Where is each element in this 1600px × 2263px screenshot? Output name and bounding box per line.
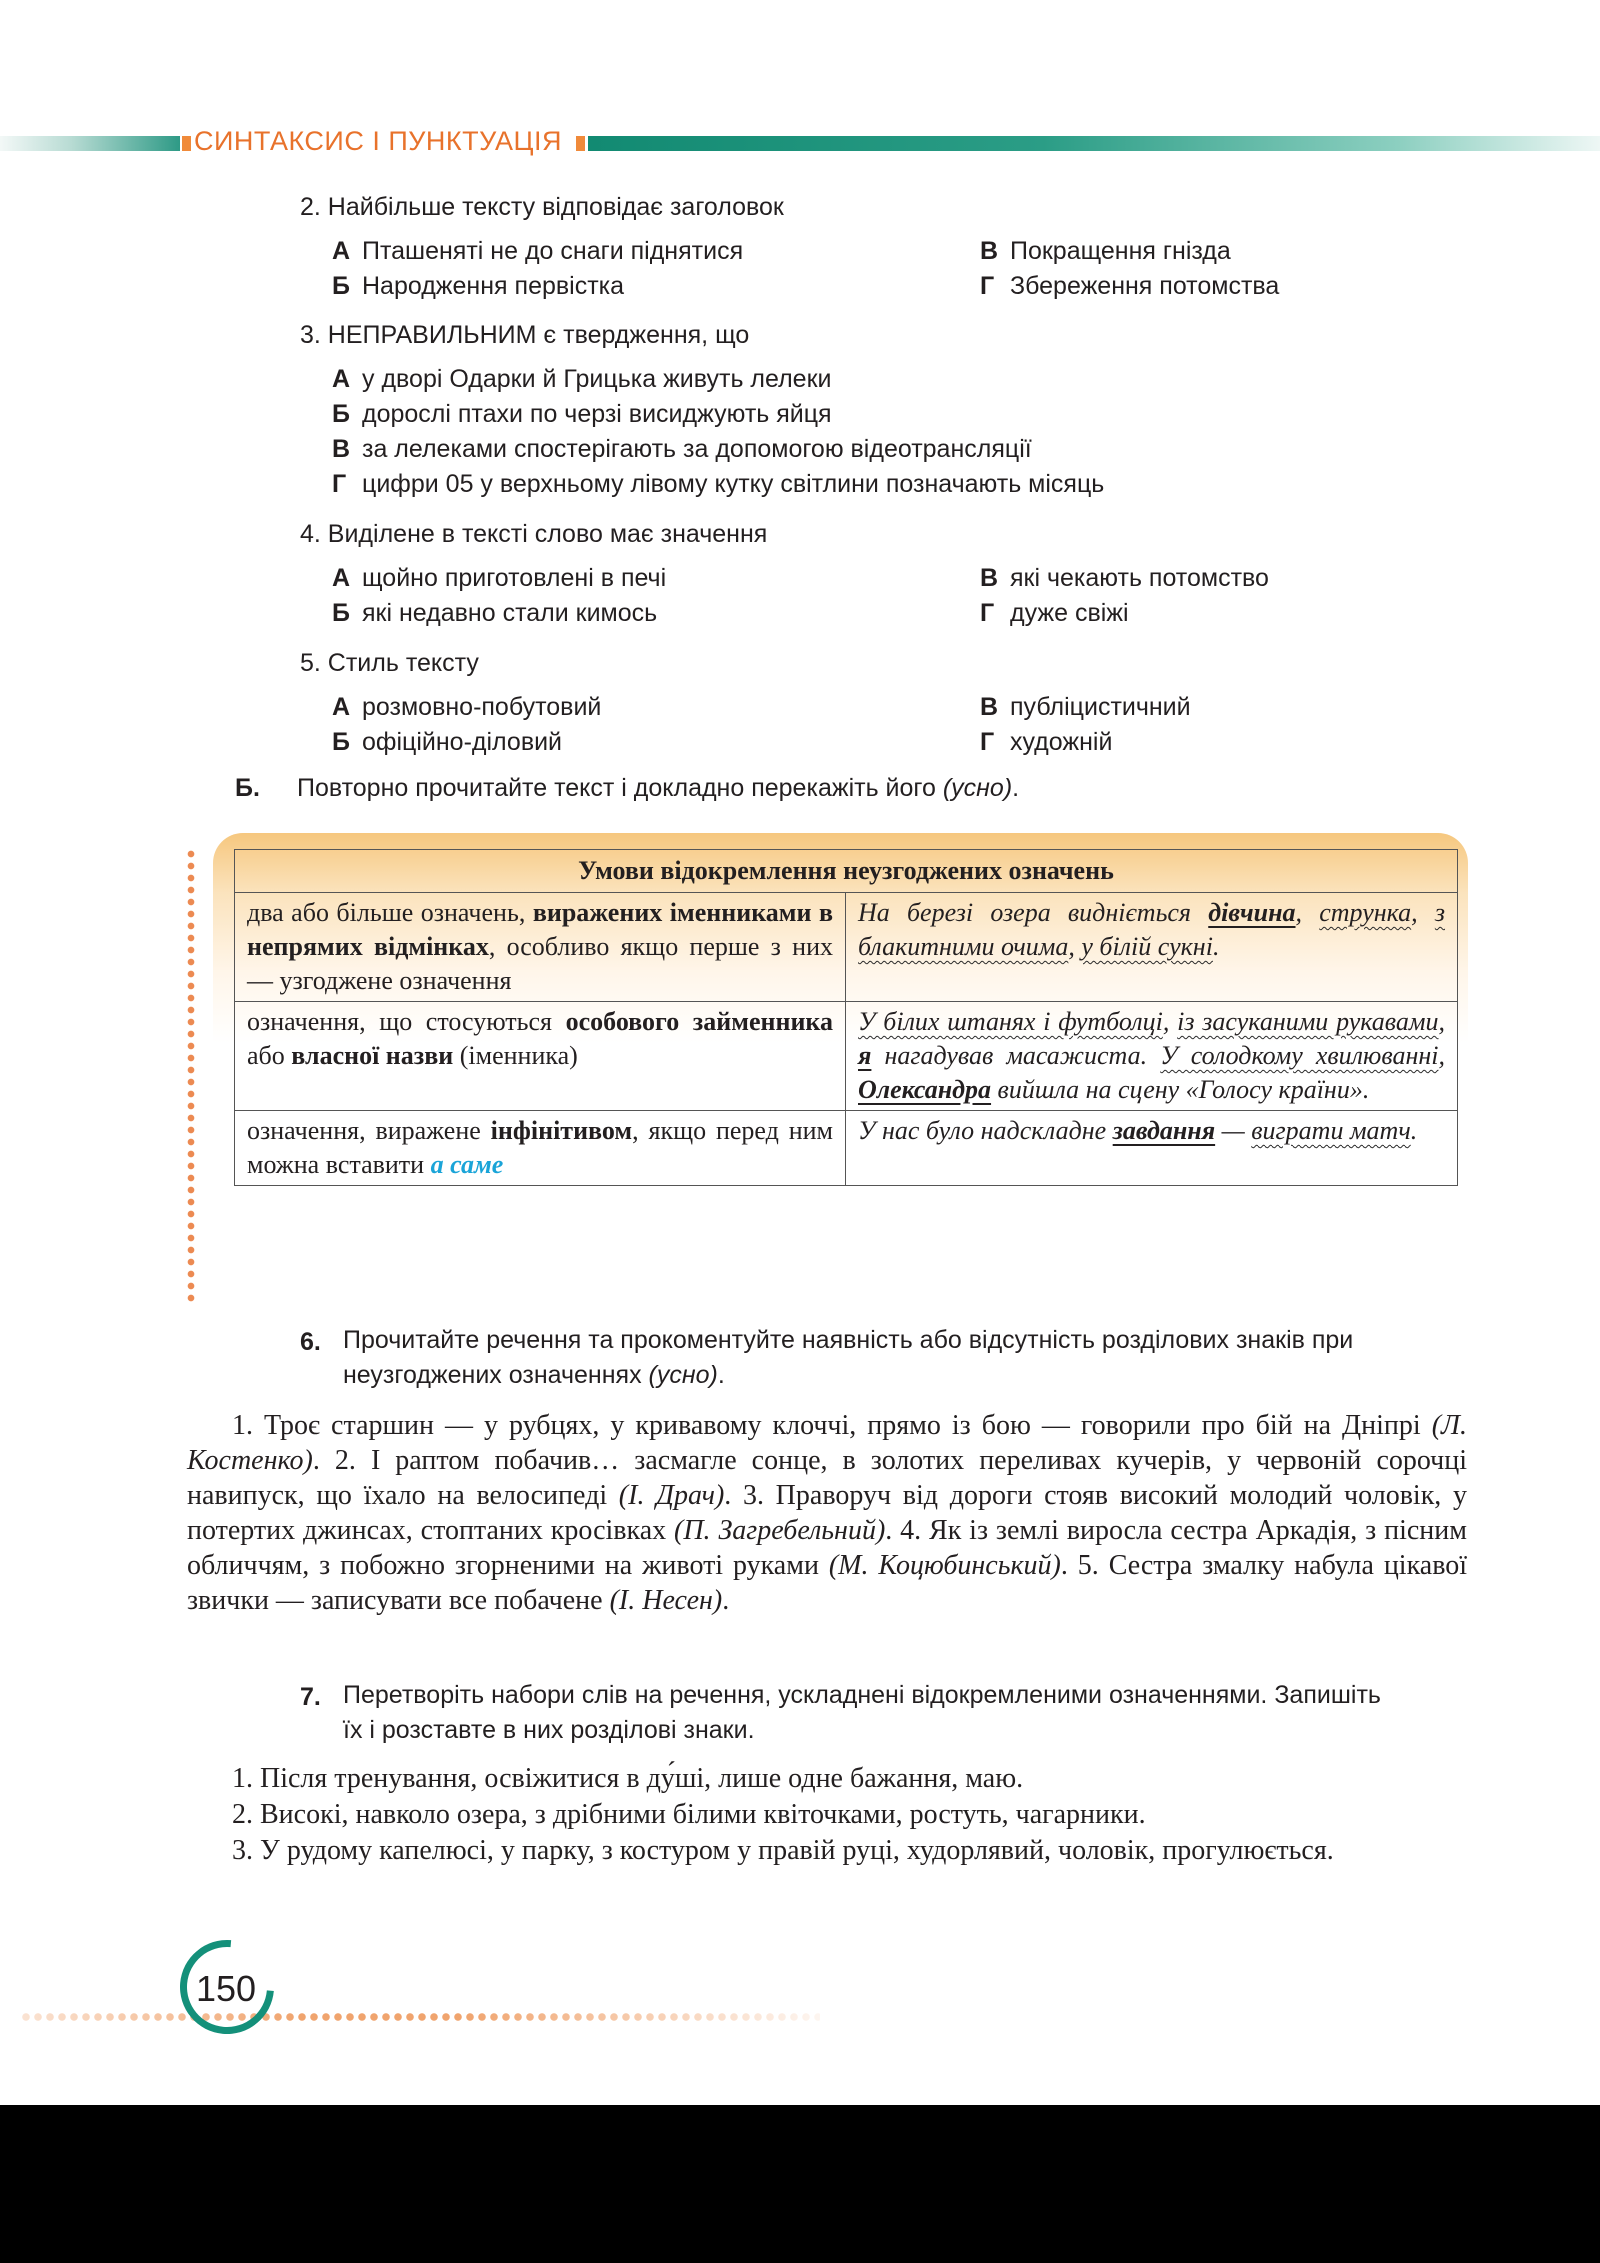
option: В за лелеками спостерігають за допомогою відеотрансляції <box>332 435 1032 463</box>
header-marker <box>182 136 191 151</box>
rule-cell: два або більше означень, виражених іменниками в непрямих відмінках, особливо якщо перше з них — узгоджене означення <box>235 893 846 1002</box>
header-marker <box>576 136 585 151</box>
rule-cell: означення, що стосуються особового займенника або власної назви (іменника) <box>235 1002 846 1111</box>
example-cell: У білих штанях і футболці, із засуканими рукавами, я нагадував масажиста. У солодкому хвилюванні, Олександра вийшла на сцену «Голосу країни». <box>846 1002 1458 1111</box>
option: Г Збереження потомства <box>980 272 1280 300</box>
table-row <box>235 1002 1458 1111</box>
example-cell: На березі озера видніється дівчина, струнка, з блакитними очима, у білій сукні. <box>846 893 1458 1002</box>
task-6-sentences: 1. Троє старшин — у рубцях, у кривавому клоччі, прямо із бою — говорили про бій на Дніпрі (Л. Костенко). 2. І раптом побачив… засмагле сонце, в золотих переливах кучерів, у червоній сорочці навипуск, що їхало на велосипеді (І. Драч). 3. Праворуч від дороги стояв високий молодий чоловік, у потертих джинсах, стоптаних кросівках (П. Загребельний). 4. Як із землі виросла сестра Аркадія, з пісним обличчям, з побожно згорненими на животі руками (М. Коцюбинський). 5. Сестра змалку набула цікавої звички — записувати все побачене (І. Несен). <box>187 1410 1468 1616</box>
header-bar-left <box>0 136 180 151</box>
task-6-instruction: Прочитайте речення та прокоментуйте наявність або відсутність розділових знаків при неузгоджених означеннях (усно). <box>343 1326 1354 1389</box>
page-number: 150 <box>196 1968 257 2009</box>
table-row <box>235 893 1458 1002</box>
option: В публіцистичний <box>980 693 1191 721</box>
question-5: 5. Стиль тексту <box>300 649 479 677</box>
option: Г цифри 05 у верхньому лівому кутку світлини позначають місяць <box>332 470 1105 498</box>
table-title: Умови відокремлення неузгоджених означень <box>235 850 1458 893</box>
table-row <box>235 1111 1458 1186</box>
section-b-label: Б. <box>235 774 260 802</box>
option: В які чекають потомство <box>980 564 1269 592</box>
option: А у дворі Одарки й Грицька живуть лелеки <box>332 365 832 393</box>
task-7-instruction: Перетворіть набори слів на речення, ускладнені відокремленими означеннями. Запишіть їх і розставте в них розділові знаки. <box>343 1681 1381 1744</box>
rules-table <box>234 849 1458 1186</box>
option: Б які недавно стали кимось <box>332 599 658 627</box>
rule-cell: означення, виражене інфінітивом, якщо перед ним можна вставити а саме <box>235 1111 846 1186</box>
option: Б дорослі птахи по черзі висиджують яйця <box>332 400 832 428</box>
task-number: 7. <box>300 1683 321 1711</box>
option: Б офіційно-діловий <box>332 728 563 756</box>
section-b-instruction: Повторно прочитайте текст і докладно перекажіть його (усно). <box>297 774 1020 802</box>
footer-dotted-decoration <box>20 2012 820 2022</box>
section-title: СИНТАКСИС І ПУНКТУАЦІЯ <box>194 126 562 156</box>
option: Г художній <box>980 728 1113 756</box>
list-item: 1. Після тренування, освіжитися в ду́ші, лише одне бажання, маю. <box>232 1763 1024 1794</box>
option: Г дуже свіжі <box>980 599 1129 627</box>
option: В Покращення гнізда <box>980 237 1231 265</box>
question-4: 4. Виділене в тексті слово має значення <box>300 520 768 548</box>
option: А щойно приготовлені в печі <box>332 564 667 592</box>
list-item: 2. Високі, навколо озера, з дрібними білими квіточками, ростуть, чагарники. <box>232 1799 1146 1830</box>
question-2: 2. Найбільше тексту відповідає заголовок <box>300 193 784 221</box>
dotted-margin-decoration <box>187 848 195 1304</box>
option: А Пташеняті не до снаги піднятися <box>332 237 744 265</box>
header-bar-right <box>588 136 1600 151</box>
example-cell: У нас було надскладне завдання — виграти матч. <box>846 1111 1458 1186</box>
bottom-black-band <box>0 2105 1600 2263</box>
option: А розмовно-побутовий <box>332 693 602 721</box>
option: Б Народження первістка <box>332 272 625 300</box>
task-number: 6. <box>300 1328 321 1356</box>
list-item: 3. У рудому капелюсі, у парку, з костуром у правій руці, худорлявий, чоловік, прогулюється. <box>232 1835 1334 1866</box>
question-3: 3. НЕПРАВИЛЬНИМ є твердження, що <box>300 321 750 349</box>
